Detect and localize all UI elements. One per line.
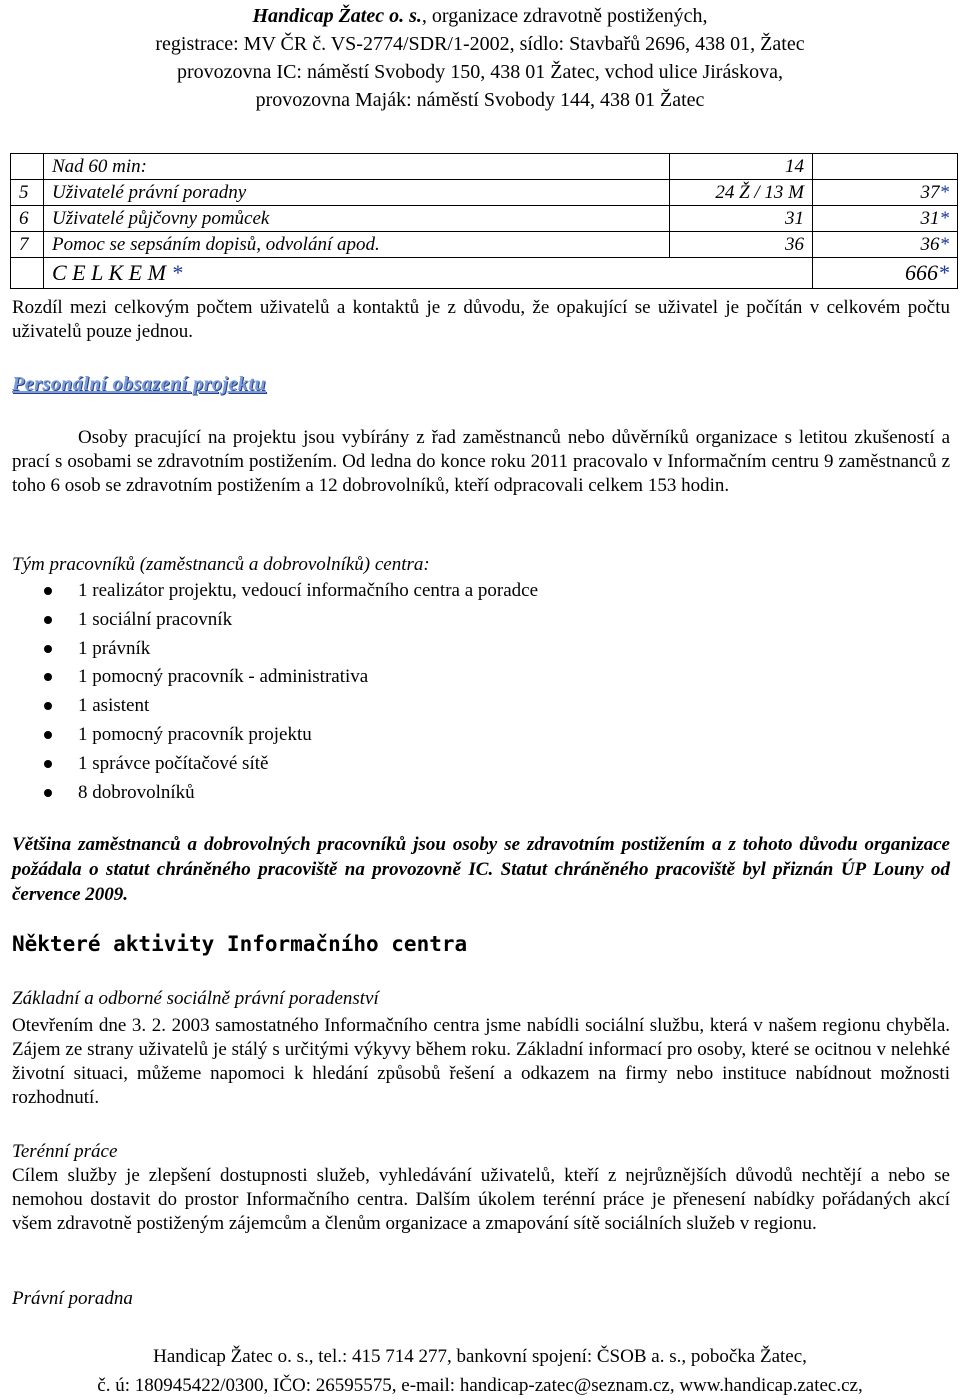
table-row — [11, 154, 958, 180]
bullet-icon — [44, 702, 52, 710]
table-row — [11, 232, 958, 258]
list-item-text: 1 právník — [78, 637, 151, 659]
fieldwork-text: Cílem služby je zlepšení dostupnosti služeb, vyhledávání uživatelů, kteří z nejrůznějších důvodů nechtějí a nebo se nemohou dostavit do prostor Informačního centra. Dalším úkolem terénní práce je přenesení nabídky pořádaných akcí všem zdravotně postiženým zájemcům a členům organizace a zmapování sítě sociálních služeb v regionu. — [12, 1165, 950, 1234]
row-total-value: 37 — [920, 181, 940, 203]
row-total — [813, 206, 958, 232]
letterhead-line-3: provozovna IC: náměstí Svobody 150, 438 01 Žatec, vchod ulice Jiráskova, — [177, 61, 783, 83]
list-item-text: 8 dobrovolníků — [78, 781, 195, 803]
row-value: 14 — [670, 154, 813, 180]
footer-org-name: Handicap Žatec o. s., — [153, 1346, 314, 1367]
row-total-value: 31 — [920, 207, 940, 229]
activities-heading: Některé aktivity Informačního centra — [12, 932, 468, 956]
row-number: 5 — [11, 180, 44, 206]
users-note: Rozdíl mezi celkovým počtem uživatelů a kontaktů je z důvodu, že opakující se uživatel je počítán v celkovém počtu uživatelů pouze jednou. — [12, 297, 950, 342]
total-row — [11, 258, 958, 289]
letterhead-line-1 — [0, 2, 960, 30]
org-description: , organizace zdravotně postižených, — [421, 5, 708, 27]
list-item-text: 1 realizátor projektu, vedoucí informačního centra a poradce — [78, 580, 539, 601]
row-value: 36 — [670, 232, 813, 258]
total-value-star: * — [938, 260, 949, 285]
row-total — [813, 154, 958, 180]
list-item — [44, 750, 538, 779]
bullet-icon — [44, 760, 52, 768]
row-label: Nad 60 min: — [44, 154, 670, 180]
total-value: 666 — [905, 260, 938, 285]
row-number: 6 — [11, 206, 44, 232]
fieldwork-title: Terénní práce — [12, 1141, 118, 1162]
bullet-icon — [44, 673, 52, 681]
row-star: * — [939, 233, 949, 255]
list-item-text: 1 pomocný pracovník - administrativa — [78, 666, 369, 688]
row-total — [813, 232, 958, 258]
stats-table — [10, 153, 958, 289]
bullet-icon — [44, 616, 52, 624]
row-star: * — [939, 181, 949, 203]
org-name: Handicap Žatec o. s. — [252, 5, 422, 27]
personnel-heading: Personální obsazení projektu — [12, 373, 267, 395]
row-label: Pomoc se sepsáním dopisů, odvolání apod. — [44, 232, 670, 258]
list-item-text: 1 sociální pracovník — [78, 608, 233, 630]
bullet-icon — [44, 789, 52, 797]
row-value: 31 — [670, 206, 813, 232]
footer — [0, 1342, 960, 1400]
row-number — [11, 154, 44, 180]
row-total — [813, 180, 958, 206]
list-item-text: 1 asistent — [78, 695, 150, 717]
list-item-text: 1 pomocný pracovník projektu — [78, 723, 312, 745]
list-item — [44, 779, 538, 808]
counseling-text: Otevřením dne 3. 2. 2003 samostatného Informačního centra jsme nabídli sociální službu, která v našem regionu chyběla. Zájem ze strany uživatelů je stálý s určitými výkyvy během roku. Základní informací pro osoby, které se ocitnou v nelehké životní situaci, můžeme napomoci k hledání způsobů řešení a odkazem na firmy nebo instituce nabídnout možnosti rozhodnutí. — [12, 1015, 950, 1108]
footer-line-1 — [0, 1342, 960, 1371]
footer-contact: tel.: 415 714 277, bankovní spojení: ČSOB a. s., pobočka Žatec, — [313, 1346, 807, 1367]
row-label: Uživatelé půjčovny pomůcek — [44, 206, 670, 232]
list-item — [44, 577, 538, 606]
letterhead — [0, 2, 960, 114]
team-list — [44, 577, 538, 807]
table-row — [11, 206, 958, 232]
list-item — [44, 606, 538, 635]
protected-workplace-note: Většina zaměstnanců a dobrovolných pracovníků jsou osoby se zdravotním postižením a z tohoto důvodu organizace požádala o statut chráněného pracoviště na provozovně IC. Statut chráněného pracoviště byl přiznán ÚP Louny od července 2009. — [12, 834, 950, 905]
counseling-title: Základní a odborné sociálně právní poradenství — [12, 988, 379, 1009]
team-title: Tým pracovníků (zaměstnanců a dobrovolníků) centra: — [12, 554, 430, 575]
total-label: C E L K E M — [52, 260, 166, 285]
row-star: * — [939, 207, 949, 229]
row-total-value: 36 — [920, 233, 940, 255]
letterhead-line-4: provozovna Maják: náměstí Svobody 144, 438 01 Žatec — [255, 89, 705, 111]
bullet-icon — [44, 731, 52, 739]
list-item — [44, 635, 538, 664]
list-item — [44, 692, 538, 721]
bullet-icon — [44, 587, 52, 595]
list-item — [44, 721, 538, 750]
legal-advice-title: Právní poradna — [12, 1288, 133, 1309]
footer-line-2: č. ú: 180945422/0300, IČO: 26595575, e-mail: handicap-zatec@seznam.cz, www.handicap.zatec.cz, — [97, 1375, 863, 1396]
table-row — [11, 180, 958, 206]
row-label: Uživatelé právní poradny — [44, 180, 670, 206]
total-empty-cell — [11, 258, 44, 289]
total-value-cell — [813, 258, 958, 289]
bullet-icon — [44, 645, 52, 653]
total-label-cell — [44, 258, 813, 289]
letterhead-line-2: registrace: MV ČR č. VS-2774/SDR/1-2002, sídlo: Stavbařů 2696, 438 01, Žatec — [155, 33, 805, 55]
list-item — [44, 663, 538, 692]
row-number: 7 — [11, 232, 44, 258]
total-label-star: * — [171, 260, 183, 285]
row-value: 24 Ž / 13 M — [670, 180, 813, 206]
personnel-paragraph: Osoby pracující na projektu jsou vybírány z řad zaměstnanců nebo důvěrníků organizace s letitou zkušeností a prací s osobami se zdravotním postižením. Od ledna do konce roku 2011 pracovalo v Informačním centru 9 zaměstnanců z toho 6 osob se zdravotním postižením a 12 dobrovolníků, kteří odpracovali celkem 153 hodin. — [12, 427, 950, 496]
list-item-text: 1 správce počítačové sítě — [78, 752, 269, 774]
